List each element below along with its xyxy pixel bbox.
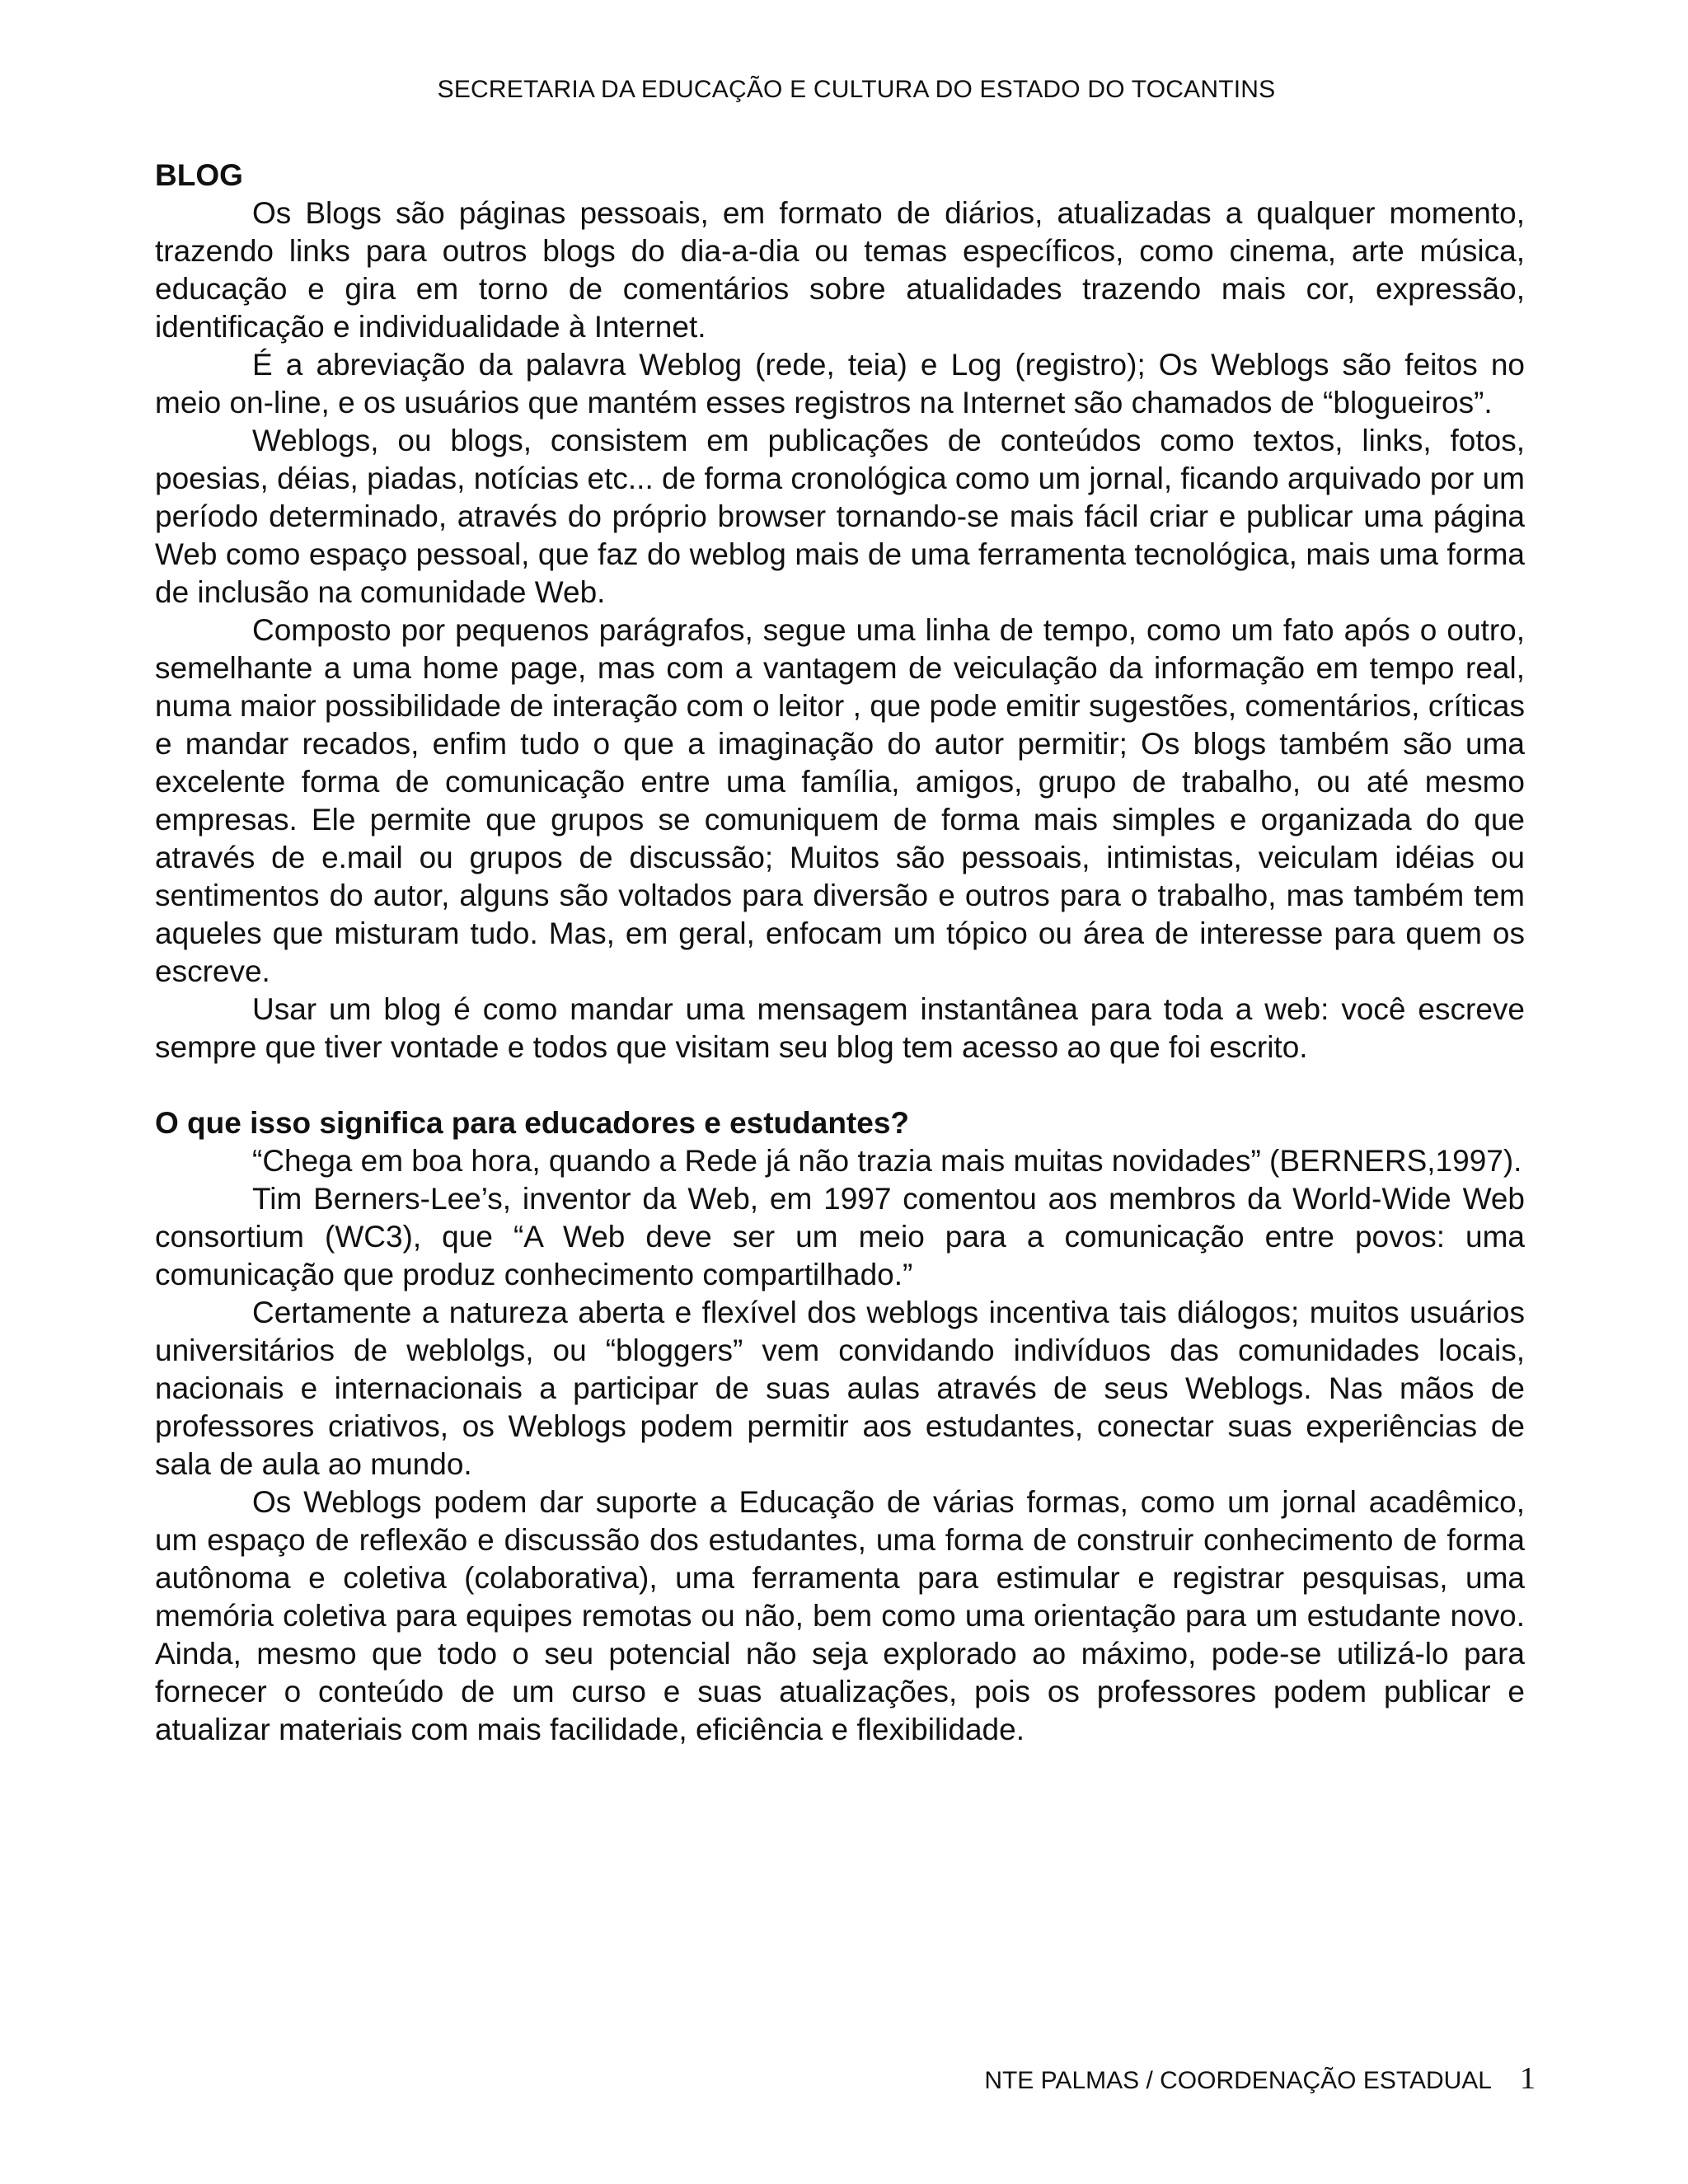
page-number: 1 — [1520, 2061, 1536, 2096]
paragraph: Os Weblogs podem dar suporte a Educação de várias formas, como um jornal acadêmico, um espaço de reflexão e discussão dos estudantes, uma forma de construir conhecimento de forma autônoma e coletiva (colaborativa), uma ferramenta para estimular e registrar pesquisas, uma memória coletiva para equipes remotas ou não, bem como uma orientação para um estudante novo. Ainda, mesmo que todo o seu potencial não seja explorado ao máximo, pode-se utilizá-lo para fornecer o conteúdo de um curso e suas atualizações, pois os professores podem publicar e atualizar materiais com mais facilidade, eficiência e flexibilidade. — [155, 1485, 1525, 1746]
paragraph: “Chega em boa hora, quando a Rede já não trazia mais muitas novidades” (BERNERS,1997). — [252, 1144, 1522, 1178]
paragraph: Os Blogs são páginas pessoais, em formato de diários, atualizadas a qualquer momento, trazendo links para outros blogs do dia-a-dia ou temas específicos, como cinema, arte música, educação e gira em torno de comentários sobre atualidades trazendo mais cor, expressão, identificação e individualidade à Internet. — [155, 196, 1525, 344]
page-header: SECRETARIA DA EDUCAÇÃO E CULTURA DO ESTADO DO TOCANTINS — [437, 76, 1276, 103]
paragraph: Tim Berners-Lee’s, inventor da Web, em 1997 comentou aos membros da World-Wide Web consortium (WC3), que “A Web deve ser um meio para a comunicação entre povos: uma comunicação que produz conhecimento compartilhado.” — [155, 1182, 1525, 1291]
section-title-blog: BLOG — [155, 158, 243, 192]
paragraph: Certamente a natureza aberta e flexível dos weblogs incentiva tais diálogos; muitos usuários universitários de weblolgs, ou “bloggers” vem convidando indivíduos das comunidades locais, nacionais e internacionais a participar de suas aulas através de seus Weblogs. Nas mãos de professores criativos, os Weblogs podem permitir aos estudantes, conectar suas experiências de sala de aula ao mundo. — [155, 1296, 1525, 1481]
paragraph: Composto por pequenos parágrafos, segue uma linha de tempo, como um fato após o outro, semelhante a uma home page, mas com a vantagem de veiculação da informação em tempo real, numa maior possibilidade de interação com o leitor , que pode emitir sugestões, comentários, críticas e mandar recados, enfim tudo o que a imaginação do autor permitir; Os blogs também são uma excelente forma de comunicação entre uma família, amigos, grupo de trabalho, ou até mesmo empresas. Ele permite que grupos se comuniquem de forma mais simples e organizada do que através de e.mail ou grupos de discussão; Muitos são pessoais, intimistas, veiculam idéias ou sentimentos do autor, alguns são voltados para diversão e outros para o trabalho, mas também tem aqueles que misturam tudo. Mas, em geral, enfocam um tópico ou área de interesse para quem os escreve. — [155, 613, 1525, 988]
page-footer — [984, 2060, 1536, 2097]
paragraph: Weblogs, ou blogs, consistem em publicações de conteúdos como textos, links, fotos, poesias, déias, piadas, notícias etc... de forma cronológica como um jornal, ficando arquivado por um período determinado, através do próprio browser tornando-se mais fácil criar e publicar uma página Web como espaço pessoal, que faz do weblog mais de uma ferramenta tecnológica, mais uma forma de inclusão na comunidade Web. — [155, 424, 1525, 609]
document-body — [155, 157, 1525, 1749]
section-spacer — [155, 1066, 1525, 1104]
paragraph: Usar um blog é como mandar uma mensagem instantânea para toda a web: você escreve sempre que tiver vontade e todos que visitam seu blog tem acesso ao que foi escrito. — [155, 992, 1525, 1064]
footer-text: NTE PALMAS / COORDENAÇÃO ESTADUAL — [984, 2067, 1492, 2094]
paragraph: É a abreviação da palavra Weblog (rede, teia) e Log (registro); Os Weblogs são feitos no meio on-line, e os usuários que mantém esses registros na Internet são chamados de “blogueiros”. — [155, 348, 1525, 419]
section-title-educators: O que isso significa para educadores e estudantes? — [155, 1106, 910, 1140]
